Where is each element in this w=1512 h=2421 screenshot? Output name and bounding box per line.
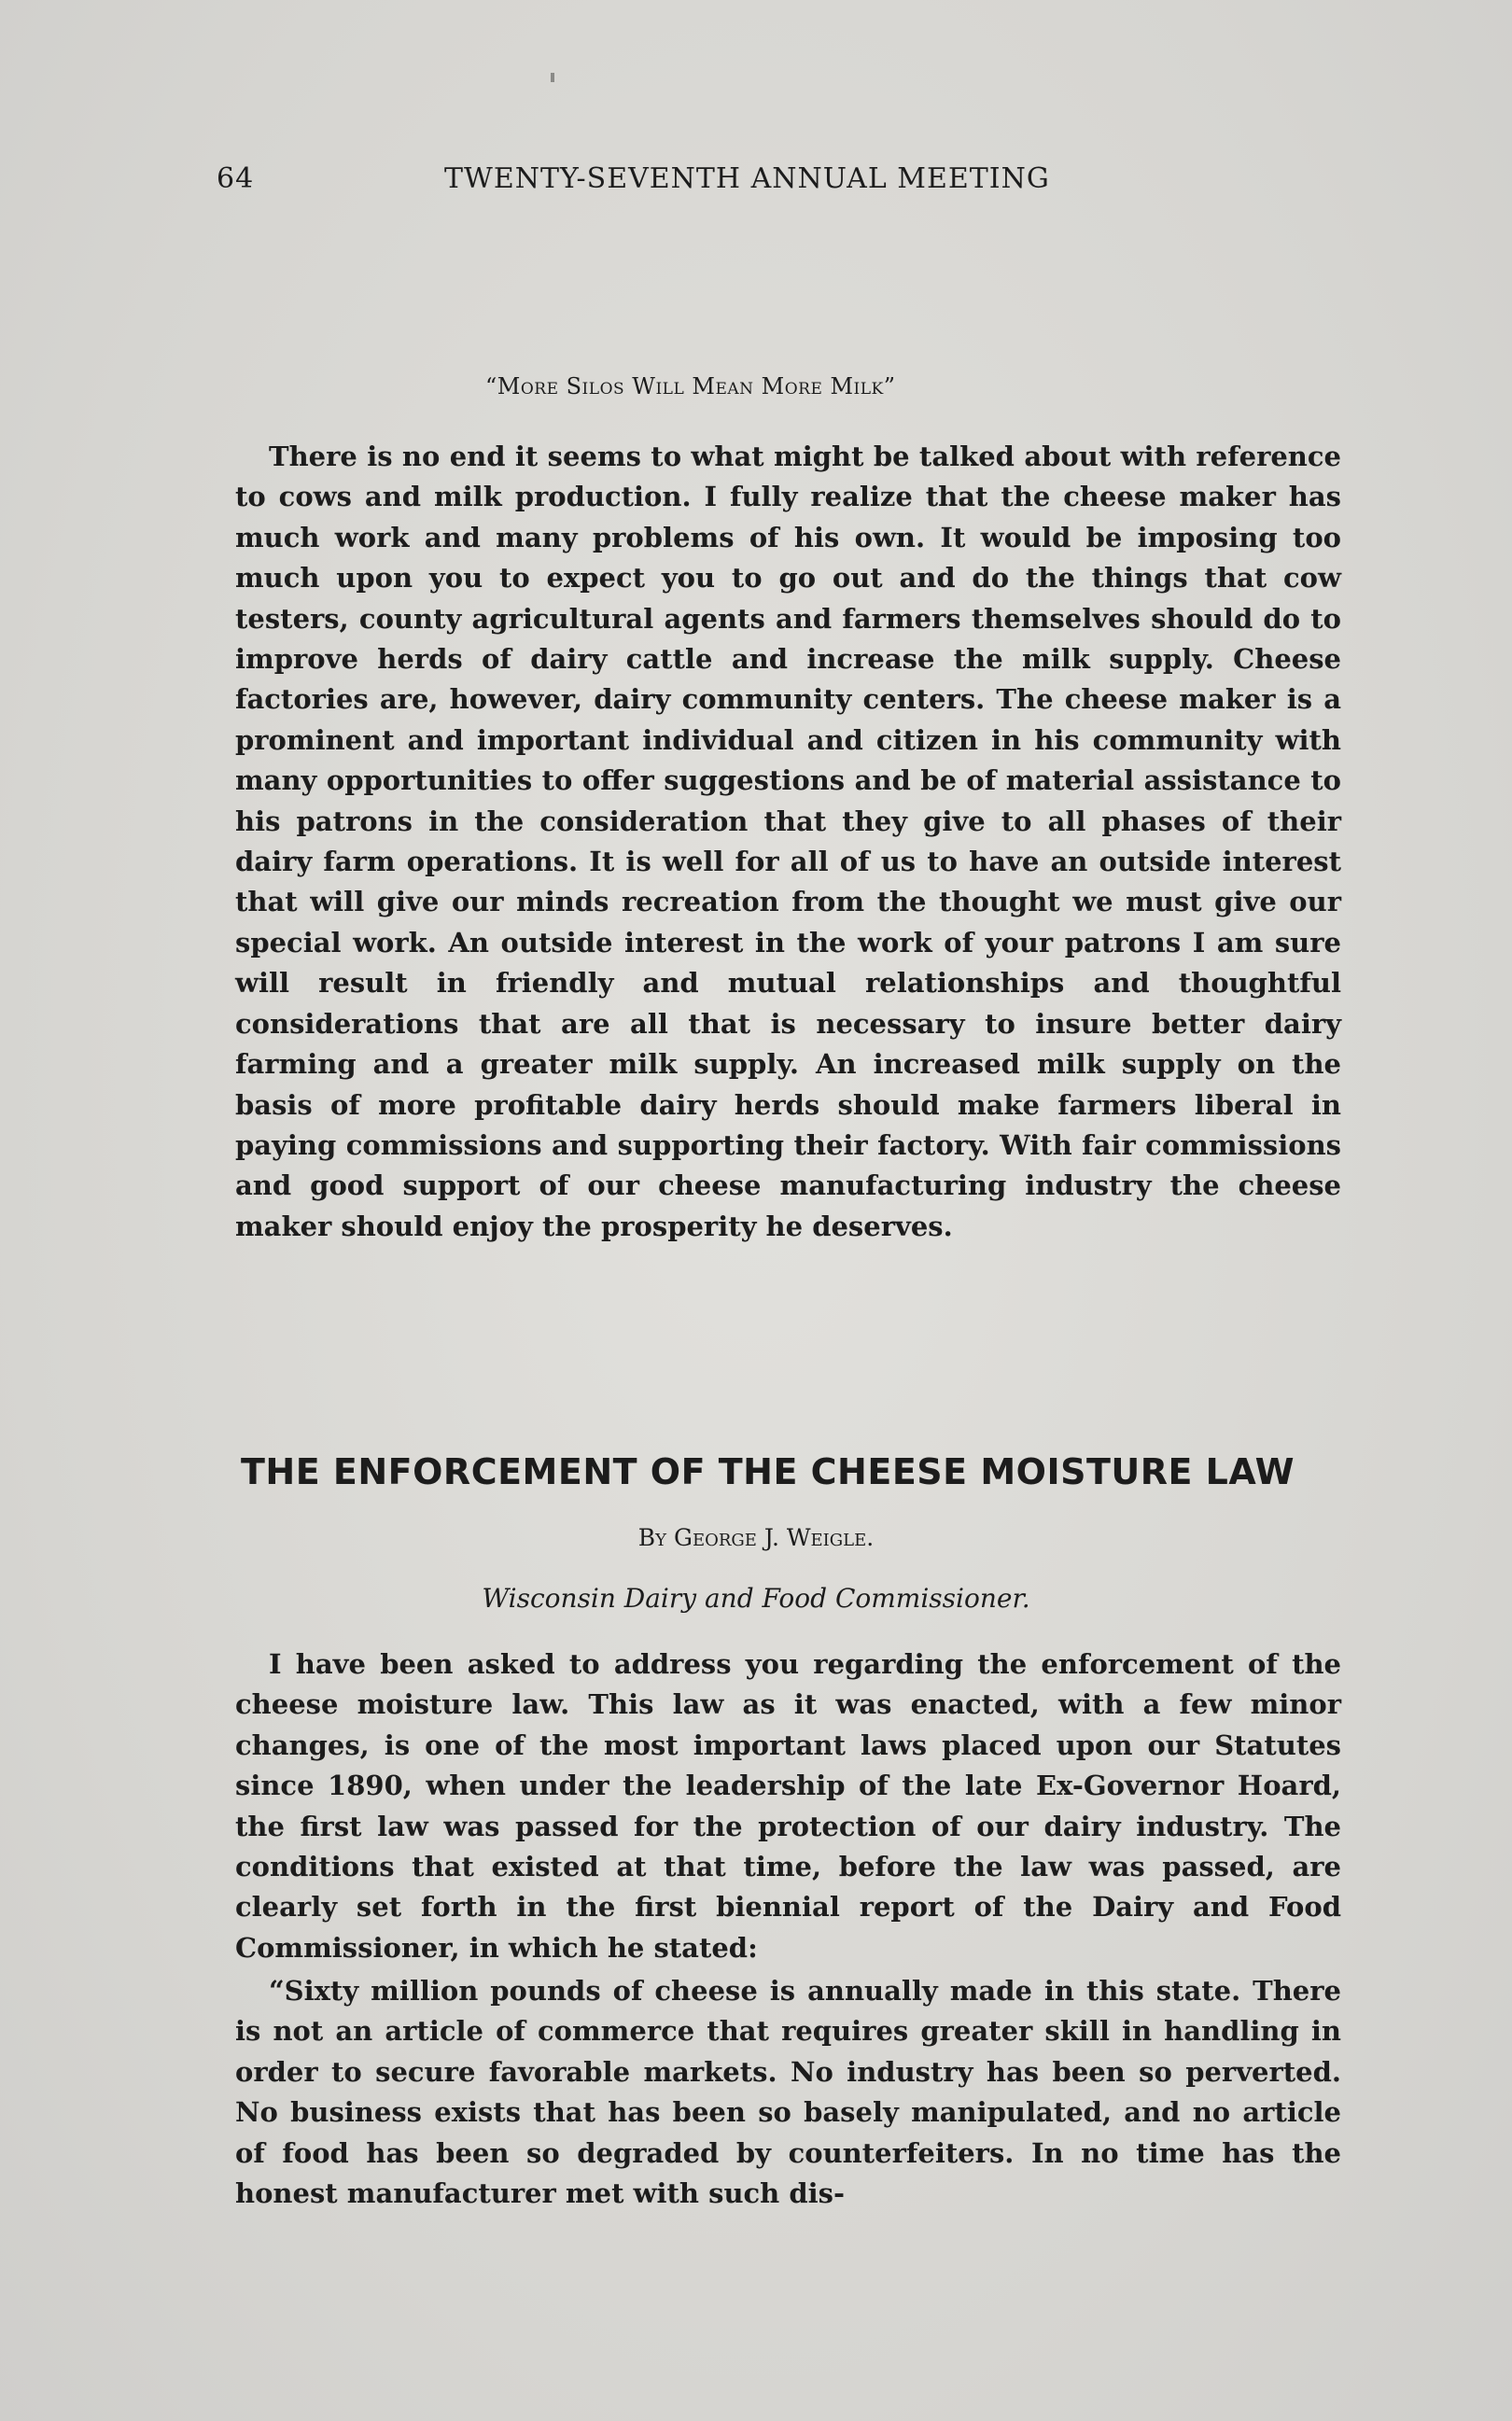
section-heading: “More Silos Will Mean More Milk” [485, 373, 896, 399]
article-paragraph: I have been asked to address you regarding the enforcement of the cheese moisture law. This law as it was enacted, with a few minor changes, is one of the most important laws placed upon our Statutes since 1890, when under the leadership of the late Ex-Governor Hoard, the first law was passed for the protection of our dairy industry. The conditions that existed at that time, before the law was passed, are clearly set forth in the first biennial report of the Dairy and Food Commissioner, in which he stated: [235, 1648, 1341, 1964]
article-title: THE ENFORCEMENT OF THE CHEESE MOISTURE LAW [241, 1451, 1295, 1492]
article-quote-paragraph: “Sixty million pounds of cheese is annually made in this state. There is not an article of commerce that requires greater skill in handling in order to secure favorable markets. No industry has been so perverted. No business exists that has been so basely manipulated, and no article of food has been so degraded by counterfeiters. In no time has the honest manufacturer met with such dis- [235, 1975, 1341, 2210]
body-paragraph: There is no end it seems to what might be talked about with reference to cows and milk production. I fully realize that the cheese maker has much work and many problems of his own. It would be imposing too much upon you to expect you to go out and do the things that cow testers, county agricultural agents and farmers themselves should do to improve herds of dairy cattle and increase the milk supply. Cheese factories are, however, dairy community centers. The cheese maker is a prominent and important individual and citizen in his community with many opportunities to offer suggestions and be of material assistance to his patrons in the consideration that they give to all phases of their dairy farm operations. It is well for all of us to have an outside interest that will give our minds recreation from the thought we must give our special work. An outside interest in the work of your patrons I am sure will result in friendly and mutual relationships and thoughtful considerations that are all that is necessary to insure better dairy farming and a greater milk supply. An increased milk supply on the basis of more profitable dairy herds should make farmers liberal in paying commissions and supporting their factory. With fair commissions and good support of our cheese manufacturing industry the cheese maker should enjoy the prosperity he deserves. [235, 441, 1341, 1242]
running-head-title: TWENTY-SEVENTH ANNUAL MEETING [444, 162, 1050, 195]
print-speck [551, 73, 554, 82]
article-byline: By George J. Weigle. [637, 1524, 875, 1551]
page-number: 64 [217, 162, 255, 195]
author-affiliation: Wisconsin Dairy and Food Commissioner. [482, 1583, 1030, 1614]
